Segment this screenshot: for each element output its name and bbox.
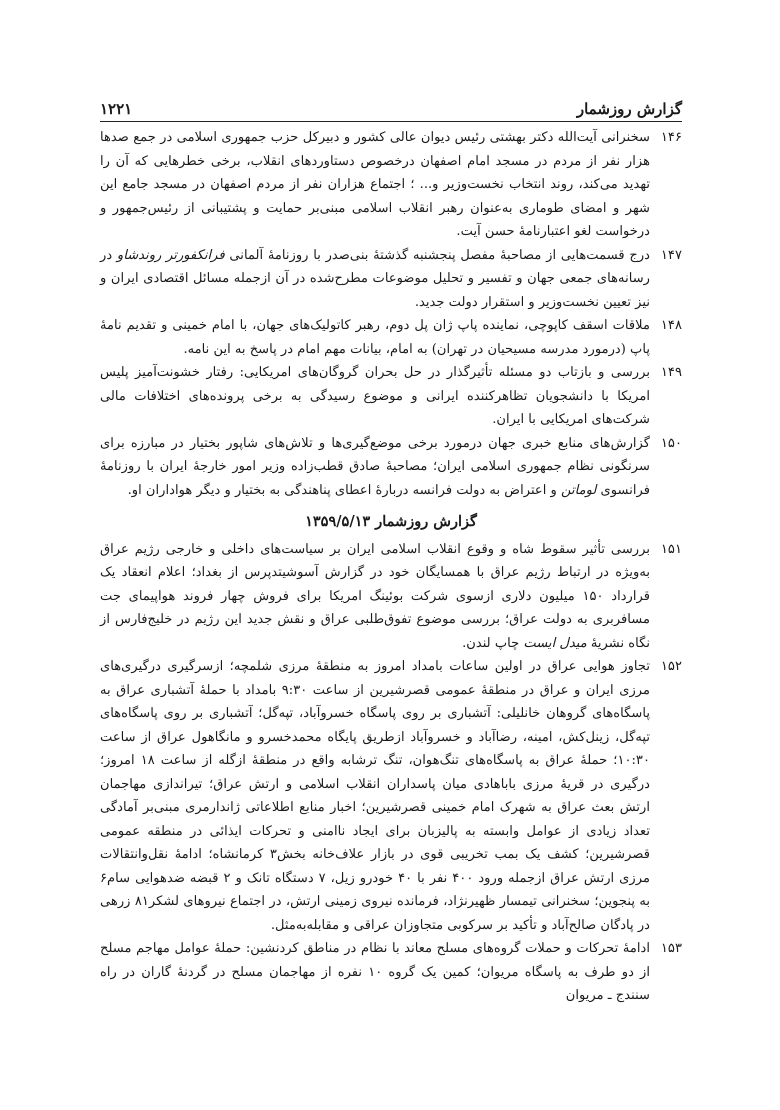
entry-text: سخنرانی آیت‌الله دکتر بهشتی رئیس دیوان عالی کشور و دبیرکل حزب جمهوری اسلامی در جمع صدها هزار نفر از مردم در مسجد امام اصفهان درخصوص دستاوردهای انقلاب، برخی خطرهایی که آن را تهدید می‌کند، روند انتخاب نخست‌وزیر و... ؛ اجتماع هزاران نفر از مردم اصفهان در مسجد جامع این شهر و امضای طوماری به‌عنوان رهبر انقلاب اسلامی مبنی‌بر حمایت و پشتیبانی از رئیس‌جمهور و درخواست لغو اعتبارنامهٔ حسن آیت.	[100, 130, 650, 239]
entry-number: ۱۴۸	[660, 318, 682, 333]
entry-148	[100, 314, 682, 361]
page-body	[100, 126, 682, 1008]
entry-number: ۱۴۹	[660, 365, 682, 380]
entry-150	[100, 432, 682, 503]
running-title: گزارش روزشمار	[576, 100, 682, 118]
entry-text-part: و اعتراض به دولت فرانسه دربارهٔ اعطای پناهندگی به بختیار و دیگر هواداران او.	[127, 482, 561, 498]
publication-name: میدل ایست	[523, 635, 587, 651]
entry-number: ۱۴۷	[660, 247, 682, 263]
entry-text-part: چاپ لندن.	[462, 635, 524, 651]
publication-name: فرانکفورتر روندشاو	[116, 247, 225, 263]
entry-number: ۱۵۲	[660, 659, 682, 674]
section-title: گزارش روزشمار ۱۳۵۹/۵/۱۳	[305, 513, 477, 530]
entry-text	[100, 432, 650, 503]
entry-text: ملاقات اسقف کاپوچی، نماینده پاپ ژان پل دوم، رهبر کاتولیک‌های جهان، با امام خمینی و تقدیم نامهٔ پاپ (درمورد مدرسه مسیحیان در تهران) به امام، بیانات مهم امام در پاسخ به این نامه.	[100, 318, 650, 357]
entry-text: ادامهٔ تحرکات و حملات گروه‌های مسلح معاند با نظام در مناطق کردنشین: حملهٔ عوامل مهاجم مسلح از دو طرف به پاسگاه مریوان؛ کمین یک گروه ۱۰ نفره از مهاجمان مسلح در گردنهٔ گاران در راه سنندج ـ مریوان	[100, 941, 650, 1003]
entry-152	[100, 655, 682, 937]
entry-number: ۱۵۰	[660, 435, 682, 451]
entry-153	[100, 937, 682, 1008]
entry-text-part: گزارش‌های منابع خبری جهان درمورد برخی موضع‌گیری‌ها و تلاش‌های شاپور بختیار در مبارزه برای سرنگونی نظام جمهوری اسلامی ایران؛ مصاحبهٔ صادق قطب‌زاده وزیر امور خارجهٔ ایران با روزنامهٔ فرانسوی	[100, 435, 650, 498]
header-rule	[100, 121, 682, 122]
entry-text-part: بررسی تأثیر سقوط شاه و وقوع انقلاب اسلامی ایران بر سیاست‌های داخلی و خارجی رژیم عراق به‌ویژه در ارتباط رژیم عراق با همسایگان خود در گزارش آسوشیتدپرس از بغداد؛ اعلام انعقاد یک قرارداد ۱۵۰ میلیون دلاری ازسوی شرکت بوئینگ امریکا برای فروش چهار فروند هواپیمای جت مسافربری به دولت عراق؛ بررسی موضوع تفوق‌طلبی عراق و نقش جدید این رژیم در خلیج‌فارس از نگاه نشریهٔ	[100, 541, 650, 651]
page-number: ۱۲۲۱	[100, 100, 133, 118]
entry-text-part: درج قسمت‌هایی از مصاحبهٔ مفصل پنجشنبه گذشتهٔ بنی‌صدر با روزنامهٔ آلمانی	[224, 247, 650, 263]
entry-text: تجاوز هوایی عراق در اولین ساعات بامداد امروز به منطقهٔ مرزی شلمچه؛ ازسرگیری درگیری‌های مرزی ایران و عراق در منطقهٔ عمومی قصرشیرین از ساعت ۹:۳۰ بامداد با حملهٔ آتشباری عراق به پاسگاه‌های گروهان خانلیلی: آتشباری بر روی پاسگاه خسروآباد، تپه‌گل؛ آتشباری بر روی پاسگاه‌های تپه‌گل، زینل‌کش، امینه، رضاآباد و خسروآباد ازطریق پایگاه محمدخسرو و مانگاهول عراق از ساعت ۱۰:۳۰؛ حملهٔ عراق به پاسگاه‌های تنگ‌هوان، تنگ ترشابه واقع در منطقهٔ ازگله از ساعت ۱۸ امروز؛ درگیری در قریهٔ مرزی باباهادی میان پاسداران انقلاب اسلامی و ارتش عراق؛ تیراندازی مهاجمان ارتش بعث عراق به شهرک امام خمینی قصرشیرین؛ اخبار منابع اطلاعاتی ژاندارمری مبنی‌بر آمادگی تعداد زیادی از عوامل وابسته به پالیزبان برای ایجاد ناامنی و تحرکات ایذائی در منطقه عمومی قصرشیرین؛ کشف یک بمب تخریبی قوی در بازار علاف‌خانه بخش۳ کرمانشاه؛ ادامهٔ نقل‌وانتقالات مرزی ارتش عراق ازجمله ورود ۴۰۰ نفر با ۴۰ خودرو زیل، ۷ دستگاه تانک و ۲ قبضه ضدهوایی سام۶ به پنجوین؛ سخنرانی تیمسار ظهیرنژاد، فرمانده نیروی زمینی ارتش، در اجتماع نیروهای لشکر۸۱ زرهی در پادگان صالح‌آباد و تأکید بر سرکوبی متجاوزان عراقی و مقابله‌به‌مثل.	[100, 659, 650, 933]
entry-146	[100, 126, 682, 244]
entry-text: بررسی و بازتاب دو مسئله تأثیرگذار در حل بحران گروگان‌های امریکایی: رفتار خشونت‌آمیز پلیس امریکا با دانشجویان تظاهرکننده ایرانی و موضوع رسیدگی به برخی پرونده‌های اختلافات مالی شرکت‌های امریکایی با ایران.	[100, 365, 650, 427]
entry-number: ۱۵۱	[660, 541, 682, 557]
entry-text	[100, 244, 650, 315]
entry-151	[100, 538, 682, 656]
running-head	[100, 92, 682, 118]
entry-text-part: در رسانه‌های جمعی جهان و تفسیر و تحلیل موضوعات مطرح‌شده در آن ازجمله مسائل اقتصادی ایران و نیز تعیین نخست‌وزیر و استقرار دولت جدید.	[100, 247, 650, 310]
publication-name: لوماتن	[561, 482, 597, 498]
entry-number: ۱۵۳	[660, 941, 682, 956]
entry-149	[100, 361, 682, 432]
entry-147	[100, 244, 682, 315]
entry-number: ۱۴۶	[660, 130, 682, 145]
entry-text	[100, 538, 650, 656]
